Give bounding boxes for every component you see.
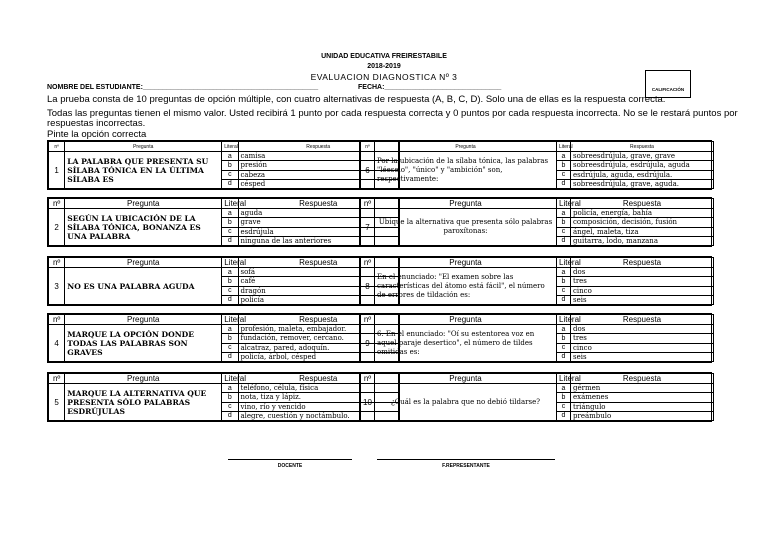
option-answer[interactable]: ángel, maleta, tiza: [571, 227, 714, 236]
option-letter: a: [222, 209, 238, 218]
option-letter: c: [222, 227, 238, 236]
question-number: 8: [361, 268, 375, 305]
option-answer[interactable]: dos: [571, 325, 714, 334]
instruction-line-2: Todas las preguntas tienen el mismo valor. Usted recibirá 1 punto por cada respuesta correcta y 0 puntos por cada respuesta incorrecta. No se le restará puntos por: [47, 108, 738, 119]
col-header-answer: Respuesta: [238, 315, 399, 325]
question-text: MARQUE LA ALTERNATIVA QUE PRESENTA SÓLO PALABRAS ESDRÚJULAS: [65, 384, 222, 421]
grade-box[interactable]: CALIFICACIÓN: [645, 70, 691, 98]
col-header-number: nº: [49, 142, 65, 152]
col-header-number: nº: [361, 142, 375, 152]
teacher-signature-line: DOCENTE: [228, 459, 352, 469]
col-header-number: nº: [361, 199, 375, 209]
option-letter: a: [557, 384, 571, 393]
option-answer[interactable]: dos: [571, 268, 714, 277]
col-header-number: nº: [361, 374, 375, 384]
question-number: 9: [361, 325, 375, 362]
option-letter: c: [557, 286, 571, 295]
option-answer[interactable]: cinco: [571, 286, 714, 295]
option-answer[interactable]: camisa: [238, 152, 399, 161]
option-answer[interactable]: policía, árbol, césped: [238, 352, 399, 361]
col-header-letter: Literal: [557, 142, 571, 152]
col-header-letter: Literal: [222, 315, 238, 325]
option-letter: a: [557, 152, 571, 161]
option-letter: a: [222, 268, 238, 277]
col-header-number: nº: [49, 374, 65, 384]
col-header-letter: Literal: [557, 374, 571, 384]
question-block-10: [359, 372, 712, 422]
option-answer[interactable]: sobreesdrújula, esdrújula, aguda: [571, 161, 714, 170]
question-block-1: [47, 140, 400, 190]
option-answer[interactable]: policía: [238, 295, 399, 304]
instruction-line-3: respuestas incorrectas.: [47, 118, 146, 129]
option-letter: d: [557, 236, 571, 245]
option-answer[interactable]: fundación, remover, cercano.: [238, 334, 399, 343]
option-answer[interactable]: tres: [571, 334, 714, 343]
option-answer[interactable]: grave: [238, 218, 399, 227]
option-answer[interactable]: guitarra, lodo, manzana: [571, 236, 714, 245]
date-field[interactable]: FECHA:______________________________: [358, 84, 502, 91]
option-letter: b: [557, 161, 571, 170]
option-answer[interactable]: vino, río y vencido: [238, 402, 399, 411]
option-answer[interactable]: café: [238, 277, 399, 286]
question-text: MARQUE LA OPCIÓN DONDE TODAS LAS PALABRAS SON GRAVES: [65, 325, 222, 362]
col-header-answer: Respuesta: [571, 258, 714, 268]
option-answer[interactable]: sofá: [238, 268, 399, 277]
question-number: 7: [361, 209, 375, 246]
school-year: 2018-2019: [367, 63, 401, 70]
question-text: En el enunciado: "El examen sobre las características del átomo está fácil", el número de errores de tildación es:: [375, 268, 557, 305]
option-letter: c: [557, 227, 571, 236]
option-answer[interactable]: exámenes: [571, 393, 714, 402]
option-letter: c: [557, 343, 571, 352]
question-block-2: [47, 197, 400, 247]
col-header-number: nº: [49, 315, 65, 325]
school-name: UNIDAD EDUCATIVA FREIRESTABILE: [321, 53, 447, 60]
question-block-3: [47, 256, 400, 306]
question-number: 1: [49, 152, 65, 189]
col-header-answer: Respuesta: [571, 199, 714, 209]
option-answer[interactable]: tres: [571, 277, 714, 286]
col-header-answer: Respuesta: [238, 142, 399, 152]
option-letter: b: [557, 218, 571, 227]
option-answer[interactable]: aguda: [238, 209, 399, 218]
option-answer[interactable]: preámbulo: [571, 411, 714, 420]
student-name-field[interactable]: NOMBRE DEL ESTUDIANTE:_____________________________________________: [47, 84, 319, 91]
option-letter: a: [557, 325, 571, 334]
question-block-6: [359, 140, 712, 190]
option-letter: a: [557, 268, 571, 277]
question-text: ¿Cuál es la palabra que no debió tildarse?: [375, 384, 557, 421]
col-header-answer: Respuesta: [238, 258, 399, 268]
option-letter: c: [222, 286, 238, 295]
col-header-question: Pregunta: [375, 199, 557, 209]
option-letter: d: [222, 236, 238, 245]
option-answer[interactable]: sobreesdrújula, grave, aguda.: [571, 179, 714, 188]
option-answer[interactable]: césped: [238, 179, 399, 188]
option-answer[interactable]: sobreesdrújula, grave, grave: [571, 152, 714, 161]
option-answer[interactable]: triángulo: [571, 402, 714, 411]
option-answer[interactable]: esdrújula, aguda, esdrújula.: [571, 170, 714, 179]
question-number: 6: [361, 152, 375, 189]
col-header-question: Pregunta: [65, 315, 222, 325]
col-header-answer: Respuesta: [571, 374, 714, 384]
option-answer[interactable]: alcatraz, pared, adoquín.: [238, 343, 399, 352]
option-letter: c: [222, 402, 238, 411]
question-number: 3: [49, 268, 65, 305]
col-header-letter: Literal: [557, 199, 571, 209]
col-header-question: Pregunta: [375, 315, 557, 325]
col-header-number: nº: [49, 258, 65, 268]
option-answer[interactable]: cabeza: [238, 170, 399, 179]
question-text: Por la ubicación de la sílaba tónica, las palabras "léeselo", "único" y "ambición" son, respectivamente:: [375, 152, 557, 189]
option-letter: b: [557, 334, 571, 343]
col-header-question: Pregunta: [65, 258, 222, 268]
option-answer[interactable]: presión: [238, 161, 399, 170]
option-answer[interactable]: alegre, cuestión y noctámbulo.: [238, 411, 399, 420]
col-header-question: Pregunta: [375, 258, 557, 268]
question-text: Ubique la alternativa que presenta sólo palabras paroxítonas:: [375, 209, 557, 246]
question-text: 6. En el enunciado: "Oí su estentorea voz en aquel paraje desertico", el número de tildes omitidas es:: [375, 325, 557, 362]
option-letter: c: [222, 343, 238, 352]
option-answer[interactable]: ninguna de las anteriores: [238, 236, 399, 245]
option-answer[interactable]: seis: [571, 295, 714, 304]
option-answer[interactable]: nota, tiza y lápiz.: [238, 393, 399, 402]
col-header-number: nº: [49, 199, 65, 209]
option-letter: a: [557, 209, 571, 218]
option-letter: b: [222, 218, 238, 227]
question-text: NO ES UNA PALABRA AGUDA: [65, 268, 222, 305]
exam-title: EVALUACION DIAGNOSTICA Nº 3: [310, 72, 458, 82]
option-letter: b: [222, 277, 238, 286]
option-answer[interactable]: seis: [571, 352, 714, 361]
option-letter: a: [222, 325, 238, 334]
option-answer[interactable]: teléfono, célula, física: [238, 384, 399, 393]
instruction-line-1: La prueba consta de 10 preguntas de opción múltiple, con cuatro alternativas de respuesta (A, B, C, D). Solo una de ellas es la respuesta correcta.: [47, 94, 666, 105]
question-block-4: [47, 313, 400, 363]
option-letter: b: [557, 393, 571, 402]
question-block-9: [359, 313, 712, 363]
option-letter: d: [557, 295, 571, 304]
question-number: 2: [49, 209, 65, 246]
col-header-question: Pregunta: [375, 142, 557, 152]
option-answer[interactable]: composición, decisión, fusión: [571, 218, 714, 227]
option-letter: c: [557, 170, 571, 179]
option-letter: b: [222, 334, 238, 343]
option-letter: d: [222, 179, 238, 188]
col-header-letter: Literal: [222, 374, 238, 384]
question-number: 10: [361, 384, 375, 421]
col-header-answer: Respuesta: [238, 199, 399, 209]
option-letter: b: [222, 161, 238, 170]
instruction-line-4: Pinte la opción correcta: [47, 129, 147, 140]
col-header-question: Pregunta: [65, 374, 222, 384]
question-block-8: [359, 256, 712, 306]
option-letter: b: [222, 393, 238, 402]
question-block-5: [47, 372, 400, 422]
col-header-answer: Respuesta: [238, 374, 399, 384]
option-letter: d: [222, 295, 238, 304]
option-answer[interactable]: dragón: [238, 286, 399, 295]
option-letter: a: [222, 384, 238, 393]
option-letter: b: [557, 277, 571, 286]
option-answer[interactable]: policía, energía, bahía: [571, 209, 714, 218]
col-header-letter: Literal: [222, 258, 238, 268]
question-block-7: [359, 197, 712, 247]
option-answer[interactable]: esdrújula: [238, 227, 399, 236]
col-header-question: Pregunta: [65, 142, 222, 152]
col-header-question: Pregunta: [65, 199, 222, 209]
representative-signature-line: F.REPRESENTANTE: [377, 459, 555, 469]
option-letter: d: [557, 352, 571, 361]
option-letter: c: [557, 402, 571, 411]
col-header-number: nº: [361, 258, 375, 268]
option-answer[interactable]: profesión, maleta, embajador.: [238, 325, 399, 334]
option-answer[interactable]: gérmen: [571, 384, 714, 393]
question-text: LA PALABRA QUE PRESENTA SU SÍLABA TÓNICA EN LA ÚLTIMA SÍLABA ES: [65, 152, 222, 189]
col-header-number: nº: [361, 315, 375, 325]
col-header-answer: Respuesta: [571, 142, 714, 152]
option-answer[interactable]: cinco: [571, 343, 714, 352]
col-header-answer: Respuesta: [571, 315, 714, 325]
col-header-question: Pregunta: [375, 374, 557, 384]
option-letter: d: [557, 179, 571, 188]
question-number: 5: [49, 384, 65, 421]
col-header-letter: Literal: [557, 258, 571, 268]
question-number: 4: [49, 325, 65, 362]
col-header-letter: Literal: [222, 199, 238, 209]
option-letter: d: [222, 411, 238, 420]
option-letter: a: [222, 152, 238, 161]
option-letter: d: [557, 411, 571, 420]
col-header-letter: Literal: [557, 315, 571, 325]
question-text: SEGÚN LA UBICACIÓN DE LA SÍLABA TÓNICA, BONANZA ES UNA PALABRA: [65, 209, 222, 246]
col-header-letter: Literal: [222, 142, 238, 152]
option-letter: d: [222, 352, 238, 361]
option-letter: c: [222, 170, 238, 179]
